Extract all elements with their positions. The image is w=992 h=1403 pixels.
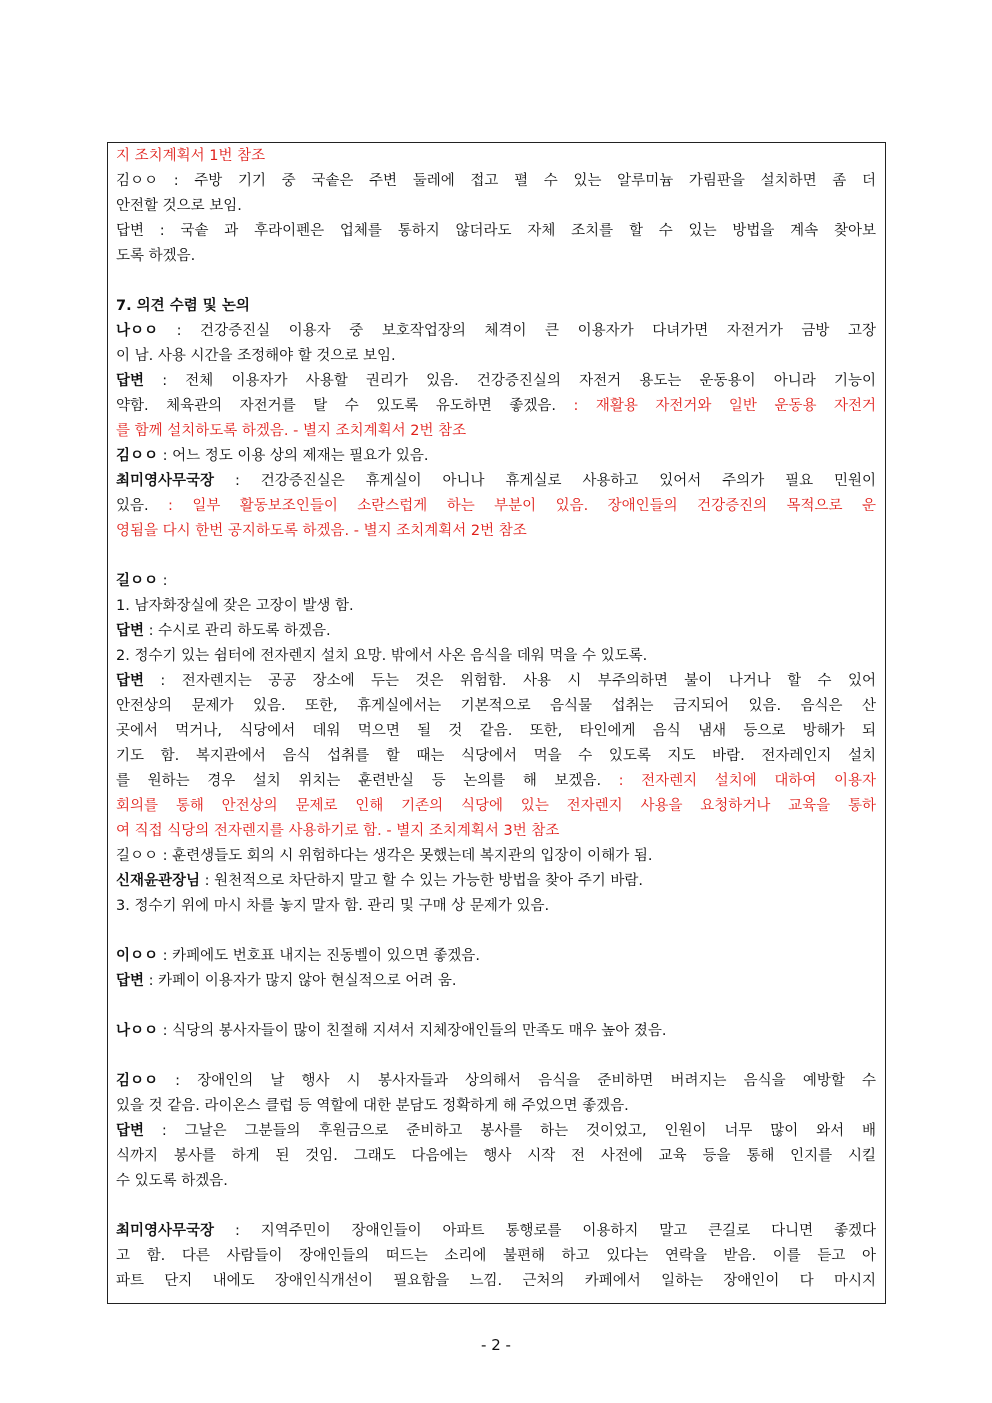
- text-segment: : 건강증진실 이용자 중 보호작업장의 체격이 큰 이용자가 다녀가면 자전거가 금방 고장: [158, 323, 876, 339]
- text-segment: : 전자렌지는 공공 장소에 두는 것은 위험함. 사용 시 부주의하면 불이 나거나 할 수 있어: [144, 673, 876, 689]
- text-line: [116, 1094, 876, 1119]
- text-segment: 김ㅇㅇ: [116, 448, 159, 464]
- text-line: [116, 819, 876, 844]
- text-segment: 김ㅇㅇ : 주방 기기 중 국솥은 주변 둘레에 접고 펼 수 있는 알루미늄 가림판을 설치하면 좀 더: [116, 173, 876, 189]
- text-line: [116, 394, 876, 419]
- text-line: [116, 694, 876, 719]
- text-segment: 곳에서 먹거나, 식당에서 데워 먹으면 될 것 같음. 또한, 타인에게 음식 냄새 등으로 방해가 되: [116, 723, 876, 739]
- text-segment: 있을 것 같음. 라이온스 클럽 등 역할에 대한 분담도 정확하게 해 주었으면 좋겠음.: [116, 1098, 629, 1114]
- text-line: [116, 469, 876, 494]
- text-segment: 파트 단지 내에도 장애인식개선이 필요함을 느낌. 근처의 카페에서 일하는 장애인이 다 마시지: [116, 1273, 876, 1289]
- text-line: [116, 1244, 876, 1269]
- text-segment: 안전할 것으로 보임.: [116, 198, 242, 214]
- text-line: [116, 894, 876, 919]
- text-line: [116, 744, 876, 769]
- blank-line: [116, 269, 876, 294]
- text-line: [116, 1069, 876, 1094]
- text-line: [116, 419, 876, 444]
- text-segment: 식까지 봉사를 하게 된 것임. 그래도 다음에는 행사 시작 전 사전에 교육 등을 통해 인지를 시킬: [116, 1148, 876, 1164]
- text-line: [116, 244, 876, 269]
- text-line: [116, 219, 876, 244]
- text-segment: 있음.: [116, 498, 169, 514]
- text-segment: 1. 남자화장실에 잦은 고장이 발생 함.: [116, 598, 354, 614]
- text-segment: 고 함. 다른 사람들이 장애인들의 떠드는 소리에 불편해 하고 있다는 연락을 받음. 이를 듣고 아: [116, 1248, 876, 1264]
- text-segment: 최미영사무국장: [116, 1223, 215, 1239]
- text-line: [116, 669, 876, 694]
- text-line: [116, 519, 876, 544]
- text-segment: : 그날은 그분들의 후원금으로 준비하고 봉사를 하는 것이었고, 인원이 너무 많이 와서 배: [144, 1123, 876, 1139]
- text-line: [116, 294, 876, 319]
- text-line: [116, 1019, 876, 1044]
- text-segment: : 원천적으로 차단하지 말고 할 수 있는 가능한 방법을 찾아 주기 바람.: [200, 873, 644, 889]
- text-segment: 최미영사무국장: [116, 473, 215, 489]
- text-line: [116, 494, 876, 519]
- text-segment: 답변: [116, 623, 145, 639]
- text-segment: 길ㅇㅇ : 훈련생들도 회의 시 위험하다는 생각은 못했는데 복지관의 입장이 이해가 됨.: [116, 848, 653, 864]
- text-segment: 이 남. 사용 시간을 조정해야 할 것으로 보임.: [116, 348, 396, 364]
- text-segment: : 일부 활동보조인들이 소란스럽게 하는 부분이 있음. 장애인들의 건강증진의 목적으로 운: [168, 498, 876, 514]
- text-segment: 수 있도록 하겠음.: [116, 1173, 228, 1189]
- text-segment: : 지역주민이 장애인들이 아파트 통행로를 이용하지 말고 큰길로 다니면 좋겠다: [214, 1223, 876, 1239]
- text-line: [116, 619, 876, 644]
- text-segment: : 카페에도 번호표 내지는 진동벨이 있으면 좋겠음.: [158, 948, 480, 964]
- text-line: [116, 194, 876, 219]
- text-line: [116, 969, 876, 994]
- text-segment: 답변: [116, 373, 145, 389]
- text-segment: : 건강증진실은 휴게실이 아니나 휴게실로 사용하고 있어서 주의가 필요 민원이: [214, 473, 876, 489]
- blank-line: [116, 544, 876, 569]
- text-line: [116, 1169, 876, 1194]
- text-line: [116, 344, 876, 369]
- text-segment: 나ㅇㅇ: [116, 323, 159, 339]
- text-segment: 2. 정수기 있는 쉼터에 전자렌지 설치 요망. 밖에서 사온 음식을 데워 먹을 수 있도록.: [116, 648, 648, 664]
- text-segment: 안전상의 문제가 있음. 또한, 휴게실에서는 기본적으로 음식물 섭취는 금지되어 있음. 음식은 산: [116, 698, 876, 714]
- text-segment: 기도 함. 복지관에서 음식 섭취를 할 때는 식당에서 먹을 수 있도록 지도 바람. 전자레인지 설치: [116, 748, 876, 764]
- text-segment: : 어느 정도 이용 상의 제재는 필요가 있음.: [158, 448, 429, 464]
- text-line: [116, 369, 876, 394]
- text-line: [116, 144, 876, 169]
- text-segment: 약함. 체육관의 자전거를 탈 수 있도록 유도하면 좋겠음.: [116, 398, 574, 414]
- text-segment: 나ㅇㅇ: [116, 1023, 159, 1039]
- text-segment: 를 원하는 경우 설치 위치는 훈련반실 등 논의를 해 보겠음.: [116, 773, 619, 789]
- text-line: [116, 844, 876, 869]
- text-line: [116, 594, 876, 619]
- text-line: [116, 1119, 876, 1144]
- text-segment: 7. 의견 수렴 및 논의: [116, 298, 250, 314]
- text-segment: 3. 정수기 위에 마시 차를 놓지 말자 함. 관리 및 구매 상 문제가 있음.: [116, 898, 550, 914]
- text-segment: 회의를 통해 안전상의 문제로 인해 기존의 식당에 있는 전자렌지 사용을 요청하거나 교육을 통하: [116, 798, 876, 814]
- text-line: [116, 644, 876, 669]
- text-line: [116, 1269, 876, 1294]
- text-segment: 도록 하겠음.: [116, 248, 196, 264]
- page-number: - 2 -: [481, 1336, 511, 1354]
- text-segment: :: [158, 573, 168, 589]
- blank-line: [116, 919, 876, 944]
- text-segment: 김ㅇㅇ: [116, 1073, 159, 1089]
- text-segment: 답변: [116, 1123, 145, 1139]
- text-segment: 길ㅇㅇ: [116, 573, 159, 589]
- text-segment: : 전체 이용자가 사용할 권리가 있음. 건강증진실의 자전거 용도는 운동용이 아니라 기능이: [144, 373, 876, 389]
- text-line: [116, 569, 876, 594]
- text-segment: : 장애인의 날 행사 시 봉사자들과 상의해서 음식을 준비하면 버려지는 음식을 예방할 수: [158, 1073, 876, 1089]
- text-line: [116, 769, 876, 794]
- text-line: [116, 719, 876, 744]
- text-segment: : 수시로 관리 하도록 하겠음.: [144, 623, 331, 639]
- blank-line: [116, 1194, 876, 1219]
- text-segment: : 카페이 이용자가 많지 않아 현실적으로 어려 움.: [144, 973, 457, 989]
- text-segment: 답변 : 국솥 과 후라이펜은 업체를 통하지 않더라도 자체 조치를 할 수 있는 방법을 계속 찾아보: [116, 223, 876, 239]
- blank-line: [116, 1044, 876, 1069]
- text-segment: 영됨을 다시 한번 공지하도록 하겠음. - 별지 조치계획서 2번 참조: [116, 523, 527, 539]
- text-segment: 를 함께 설치하도록 하겠음. - 별지 조치계획서 2번 참조: [116, 423, 467, 439]
- text-line: [116, 944, 876, 969]
- blank-line: [116, 994, 876, 1019]
- text-line: [116, 1144, 876, 1169]
- text-segment: 답변: [116, 973, 145, 989]
- text-segment: 여 직접 식당의 전자렌지를 사용하기로 함. - 별지 조치계획서 3번 참조: [116, 823, 560, 839]
- text-segment: : 재활용 자전거와 일반 운동용 자전거: [573, 398, 876, 414]
- text-segment: : 식당의 봉사자들이 많이 친절해 지셔서 지체장애인들의 만족도 매우 높아 졌음.: [158, 1023, 667, 1039]
- text-line: [116, 1219, 876, 1244]
- text-line: [116, 319, 876, 344]
- document-body: [116, 144, 876, 1294]
- text-segment: : 전자렌지 설치에 대하여 이용자: [618, 773, 876, 789]
- text-segment: 신재윤관장님: [116, 873, 201, 889]
- text-segment: 답변: [116, 673, 145, 689]
- text-line: [116, 169, 876, 194]
- text-segment: 지 조치계획서 1번 참조: [116, 148, 266, 164]
- text-line: [116, 444, 876, 469]
- text-line: [116, 794, 876, 819]
- text-segment: 이ㅇㅇ: [116, 948, 159, 964]
- text-line: [116, 869, 876, 894]
